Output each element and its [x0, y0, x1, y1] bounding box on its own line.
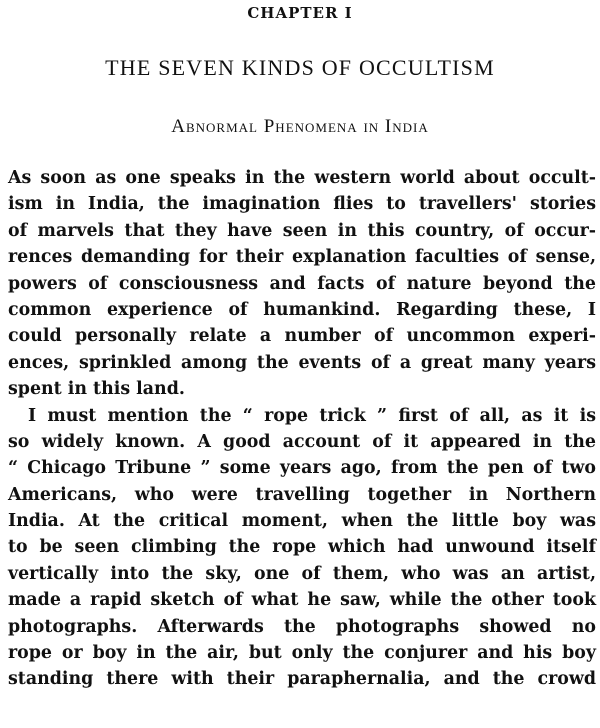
text-line: so widely known. A good account of it appeared in the	[8, 431, 596, 452]
text-line: As soon as one speaks in the western world about occult-	[8, 168, 596, 188]
text-line: spent in this land.	[8, 379, 185, 400]
chapter-label: CHAPTER I	[247, 4, 353, 22]
text-line: of marvels that they have seen in this country, of occur-	[8, 220, 596, 241]
text-line: powers of consciousness and facts of nature beyond the	[8, 273, 596, 294]
text-line: rences demanding for their explanation faculties of sense,	[8, 247, 596, 268]
text-line: “ Chicago Tribune ” some years ago, from the pen of two	[8, 458, 596, 479]
text-line: India. At the critical moment, when the little boy was	[8, 511, 596, 532]
text-line: ism in India, the imagination flies to travellers' stories	[8, 194, 596, 215]
section-title: Abnormal Phenomena in India	[171, 116, 429, 137]
text-line: rope or boy in the air, but only the conjurer and his boy	[8, 643, 596, 664]
text-line: to be seen climbing the rope which had unwound itself	[8, 537, 596, 558]
text-line: could personally relate a number of uncommon experi-	[8, 326, 596, 347]
body-text	[8, 165, 596, 693]
text-line: vertically into the sky, one of them, who was an artist,	[8, 563, 596, 584]
paragraph-2	[8, 403, 596, 693]
text-line: Americans, who were travelling together in Northern	[8, 484, 596, 505]
text-line: common experience of humankind. Regarding these, I	[8, 299, 596, 320]
chapter-title: THE SEVEN KINDS OF OCCULTISM	[105, 55, 495, 80]
text-line: standing there with their paraphernalia, and the crowd	[8, 669, 596, 690]
text-line: ences, sprinkled among the events of a great many years	[8, 352, 596, 373]
text-line: made a rapid sketch of what he saw, while the other took	[8, 590, 596, 611]
paragraph-1	[8, 165, 596, 403]
text-line: photographs. Afterwards the photographs showed no	[8, 616, 596, 637]
text-line: I must mention the “ rope trick ” first of all, as it is	[28, 405, 596, 426]
